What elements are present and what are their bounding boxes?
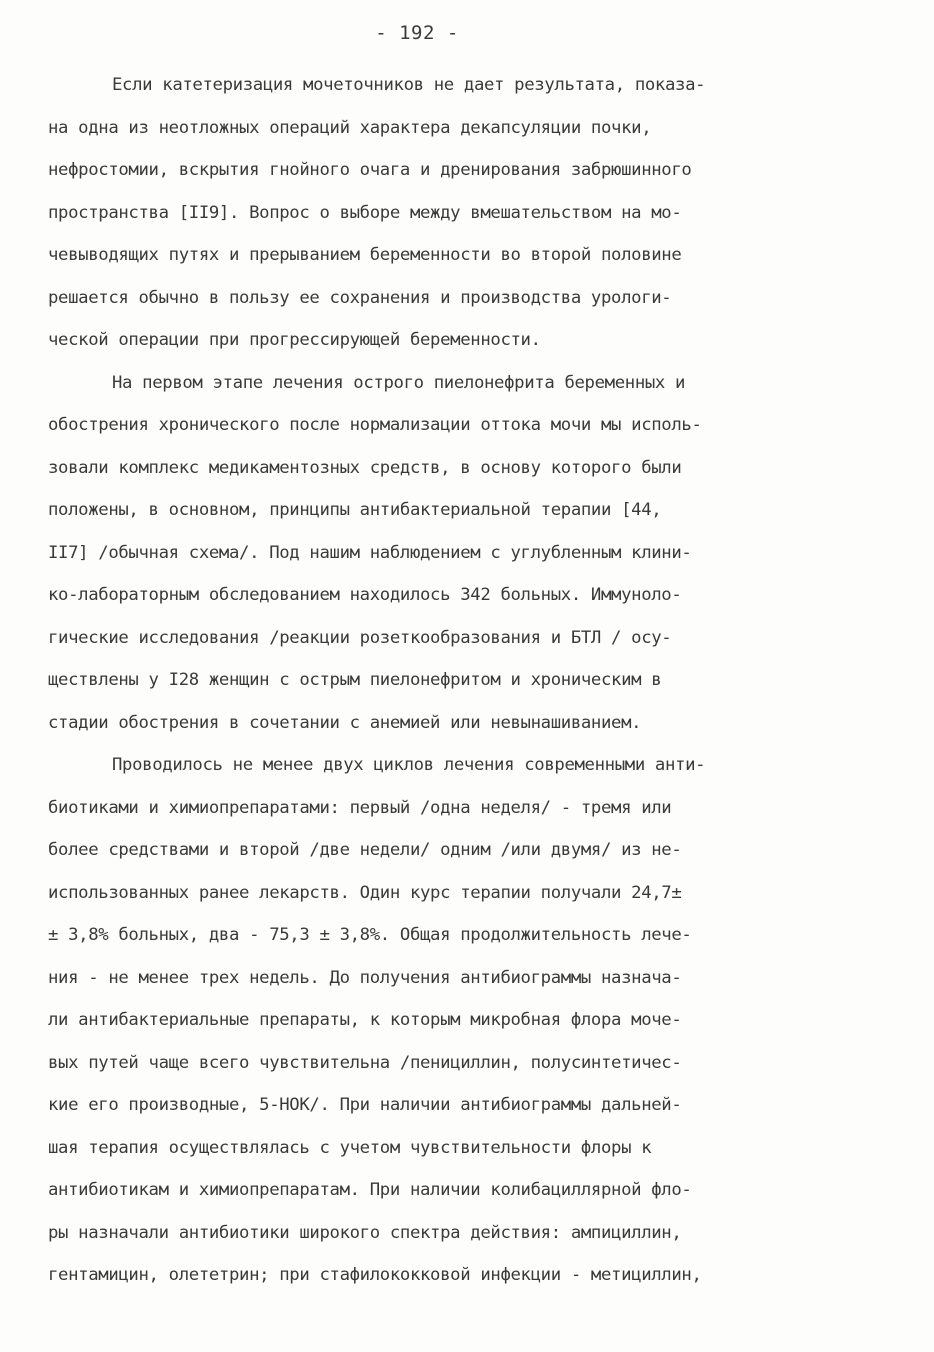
text-line: ры назначали антибиотики широкого спектра действия: ампициллин, [48, 1222, 682, 1243]
text-line: положены, в основном, принципы антибактериальной терапии [44, [48, 500, 662, 520]
text-line: пространства [II9]. Вопрос о выборе между вмешательством на мо- [48, 202, 682, 223]
text-line: шая терапия осуществлялась с учетом чувствительности флоры к [48, 1137, 652, 1158]
body-text [48, 64, 898, 1297]
text-line: зовали комплекс медикаментозных средств, в основу которого были [48, 457, 682, 478]
text-line: ществлены у I28 женщин с острым пиелонефритом и хроническим в [48, 670, 662, 690]
text-line: вых путей чаще всего чувствительна /пенициллин, полусинтетичес- [48, 1052, 682, 1073]
text-line: Проводилось не менее двух циклов лечения современными анти- [112, 755, 706, 775]
text-line: ко-лабораторным обследованием находилось 342 больных. Иммуноло- [48, 585, 682, 605]
text-line: на одна из неотложных операций характера декапсуляции почки, [48, 117, 652, 138]
text-line: решается обычно в пользу ее сохранения и производства урологи- [48, 287, 672, 308]
text-line: более средствами и второй /две недели/ одним /или двумя/ из не- [48, 840, 682, 860]
text-line: На первом этапе лечения острого пиелонефрита беременных и [112, 372, 686, 393]
text-line: обострения хронического после нормализации оттока мочи мы исполь- [48, 415, 702, 435]
text-line: кие его производные, 5-НОК/. При наличии антибиограммы дальней- [48, 1095, 682, 1115]
text-line: ли антибактериальные препараты, к которым микробная флора моче- [48, 1010, 682, 1030]
text-line: нефростомии, вскрытия гнойного очага и дренирования забрюшинного [48, 160, 692, 180]
text-line: ческой операции при прогрессирующей беременности. [48, 330, 541, 350]
text-line: II7] /обычная схема/. Под нашим наблюдением с углубленным клини- [48, 542, 692, 563]
text-line: гентамицин, олететрин; при стафилококковой инфекции - метициллин, [48, 1265, 702, 1285]
text-line: Если катетеризация мочеточников не дает результата, показа- [112, 75, 706, 95]
text-line: гические исследования /реакции розеткообразования и БТЛ / осу- [48, 627, 672, 648]
text-line: биотиками и химиопрепаратами: первый /одна неделя/ - тремя или [48, 797, 672, 818]
text-line: чевыводящих путях и прерыванием беременности во второй половине [48, 245, 682, 265]
page-number: - 192 - [375, 22, 459, 44]
text-line: ния - не менее трех недель. До получения антибиограммы назнача- [48, 967, 682, 988]
text-line: ± 3,8% больных, два - 75,3 ± 3,8%. Общая продолжительность лече- [48, 925, 692, 945]
text-line: стадии обострения в сочетании с анемией или невынашиванием. [48, 712, 642, 733]
text-line: использованных ранее лекарств. Один курс терапии получали 24,7± [48, 882, 682, 903]
text-line: антибиотикам и химиопрепаратам. При наличии колибациллярной фло- [48, 1180, 692, 1200]
